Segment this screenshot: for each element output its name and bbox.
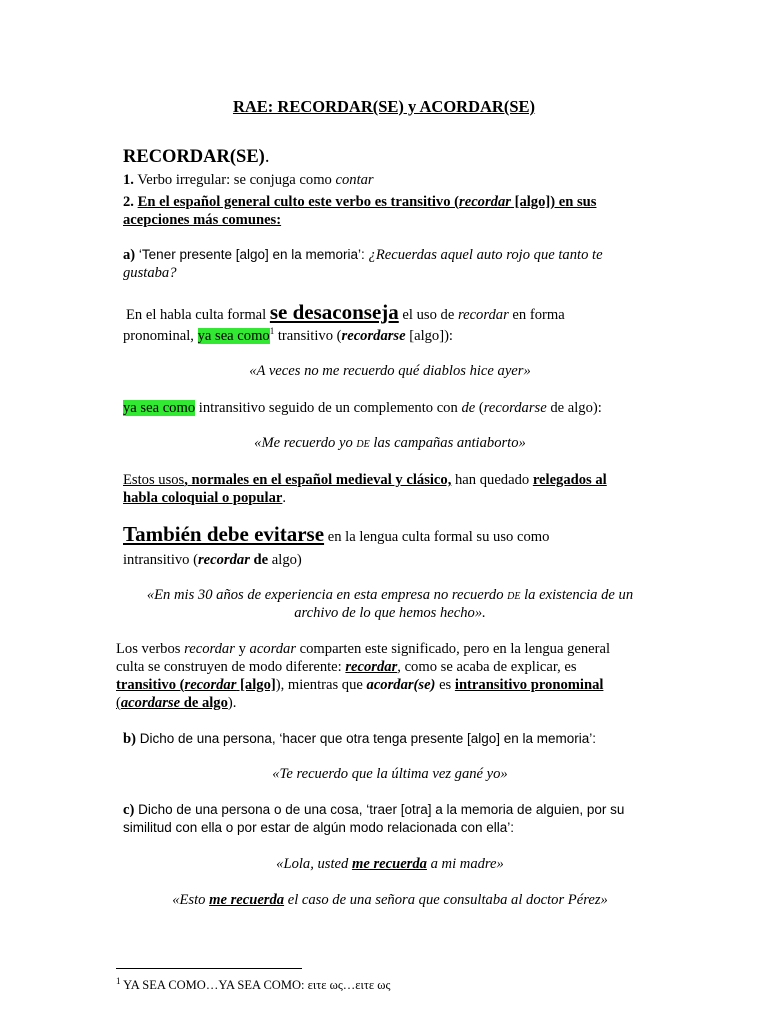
formal-verb-2: recordarse	[341, 328, 406, 344]
example-3-b: la existencia de un	[520, 587, 634, 603]
item-1-text: Verbo irregular: se conjuga como	[133, 172, 336, 188]
usos-relegados: relegados al	[532, 472, 607, 488]
example-2-b: las campañas antiaborto»	[369, 435, 526, 451]
item-2-verb: recordar	[459, 194, 511, 210]
evitarse-t3: algo)	[268, 552, 302, 568]
evitarse-verb: recordar	[198, 552, 250, 568]
evitarse-de: de	[249, 552, 269, 568]
usos-paragraph	[123, 471, 653, 507]
usos-text-1	[123, 472, 451, 488]
compare-l2a: culta se construyen de modo diferente:	[116, 659, 346, 675]
intrans-de: de	[461, 400, 476, 416]
compare-line-3	[116, 676, 651, 694]
compare-l2b: , como se acaba de explicar, es	[397, 659, 577, 675]
compare-acordarse	[116, 695, 228, 711]
example-6-emph: me recuerda	[209, 892, 285, 908]
sense-c	[123, 801, 663, 837]
emphasis-se-desaconseja: se desaconseja	[269, 300, 399, 324]
intrans-text-2: (	[475, 400, 484, 416]
sense-a-label: a)	[123, 247, 136, 263]
item-1-number: 1.	[123, 172, 134, 188]
compare-l3b: [algo]	[236, 677, 276, 693]
evitarse-t2: intransitivo (	[123, 552, 198, 568]
formal-text-2: el uso de	[398, 307, 458, 323]
heading-dot: .	[264, 147, 270, 167]
example-1: «A veces no me recuerdo qué diablos hice ayer»	[249, 363, 531, 379]
example-6-a: «Esto	[172, 892, 210, 908]
compare-l4a: (	[116, 695, 121, 711]
compare-paragraph	[116, 640, 651, 712]
formal-text-3: en forma	[508, 307, 565, 323]
compare-v2: acordar	[249, 641, 296, 657]
example-3	[110, 586, 670, 622]
usos-b1: , normales en el español medieval y clásico,	[184, 472, 452, 488]
highlight-ya-sea-como-2: ya sea como	[123, 400, 196, 416]
sense-c-line1: Dicho de una persona o de una cosa, ‘traer [otra] a la memoria de alguien, por su	[134, 802, 625, 817]
example-6	[110, 891, 670, 909]
compare-l1c: comparten este significado, pero en la lengua general	[296, 641, 611, 657]
footnote-number: 1	[116, 975, 121, 986]
compare-v3: recordar	[345, 659, 398, 675]
usos-t1: Estos usos	[123, 472, 185, 488]
intrans-text-3: de algo):	[546, 400, 602, 416]
example-2-de: de	[356, 435, 370, 451]
formal-text-1: En el habla culta formal	[126, 307, 270, 323]
sense-b-definition: Dicho de una persona, ‘hacer que otra tenga presente [algo] en la memoria’:	[135, 731, 597, 746]
section-heading	[123, 146, 269, 168]
footnote-text: YA SEA COMO…YA SEA COMO: ειτε ως…ειτε ως	[120, 978, 391, 992]
item-2-number: 2.	[123, 194, 134, 210]
usos-t2: han quedado	[451, 472, 533, 488]
example-3-c: archivo de lo que hemos hecho».	[294, 605, 486, 621]
compare-line-4	[116, 694, 651, 712]
compare-l4c: ).	[227, 695, 237, 711]
compare-l3d: es	[435, 677, 455, 693]
compare-l3a: transitivo (	[116, 677, 185, 693]
compare-line-1	[116, 640, 651, 658]
usos-t3: .	[282, 490, 287, 506]
formal-text-6: [algo]):	[405, 328, 453, 344]
intrans-text-1: intransitivo seguido de un complemento con	[195, 400, 462, 416]
footnote	[116, 976, 390, 994]
compare-l1a: Los verbos	[116, 641, 185, 657]
compare-line-2	[116, 658, 651, 676]
example-5-a: «Lola, usted	[276, 856, 352, 872]
evitarse-paragraph	[123, 522, 653, 546]
example-2	[110, 434, 670, 452]
formal-paragraph-line2	[123, 327, 653, 345]
compare-v6: acordarse	[120, 695, 181, 711]
formal-verb: recordar	[457, 307, 509, 323]
sense-b-label: b)	[123, 731, 136, 747]
footnote-ref: 1	[269, 326, 275, 337]
item-1	[123, 171, 653, 189]
compare-l1b: y	[234, 641, 250, 657]
evitarse-t1: en la lengua culta formal su uso como	[324, 529, 550, 545]
sense-a-example-cont: gustaba?	[123, 265, 177, 281]
compare-l3e: intransitivo pronominal	[454, 677, 604, 693]
intransitive-paragraph	[123, 399, 653, 417]
formal-text-4: pronominal,	[123, 328, 198, 344]
item-1-example: contar	[335, 172, 374, 188]
example-6-b: el caso de una señora que consultaba al doctor Pérez»	[284, 892, 608, 908]
sense-a-definition: ‘Tener presente [algo] en la memoria’:	[135, 247, 369, 262]
example-3-a: «En mis 30 años de experiencia en esta empresa no recuerdo	[146, 587, 508, 603]
example-5	[110, 855, 670, 873]
evitarse-paragraph-line2	[123, 551, 653, 569]
document-title: RAE: RECORDAR(SE) y ACORDAR(SE)	[232, 97, 536, 116]
compare-l3c: ), mientras que	[275, 677, 367, 693]
sense-a	[123, 246, 653, 282]
formal-paragraph	[126, 300, 656, 324]
intrans-verb: recordarse	[483, 400, 547, 416]
compare-v4: recordar	[184, 677, 237, 693]
item-2-part2: [algo]) en sus acepciones más comunes:	[123, 194, 597, 228]
sense-b	[123, 730, 653, 748]
example-2-a: «Me recuerdo yo	[254, 435, 357, 451]
compare-l4b: de algo	[180, 695, 228, 711]
footnote-separator	[116, 968, 302, 969]
compare-v1: recordar	[184, 641, 235, 657]
sense-c-label: c)	[123, 802, 135, 818]
compare-transitivo	[116, 677, 276, 693]
example-5-emph: me recuerda	[351, 856, 427, 872]
example-3-de: de	[507, 587, 521, 603]
example-4: «Te recuerdo que la última vez gané yo»	[272, 766, 508, 782]
heading-text: RECORDAR(SE)	[123, 147, 265, 167]
item-2-part1: En el español general culto este verbo es transitivo (	[137, 194, 460, 210]
sense-c-line2: similitud con ella o por estar de algún modo relacionada con ella’:	[123, 820, 514, 835]
formal-text-5: transitivo (	[274, 328, 342, 344]
highlight-ya-sea-como: ya sea como	[197, 328, 270, 344]
item-2	[123, 193, 653, 229]
item-2-text	[123, 194, 596, 228]
emphasis-tambien-debe-evitarse: También debe evitarse	[123, 522, 325, 546]
example-5-b: a mi madre»	[426, 856, 504, 872]
usos-habla: habla coloquial o popular	[123, 490, 283, 506]
compare-v5: acordar(se)	[366, 677, 436, 693]
sense-a-example: ¿Recuerdas aquel auto rojo que tanto te	[368, 247, 603, 263]
